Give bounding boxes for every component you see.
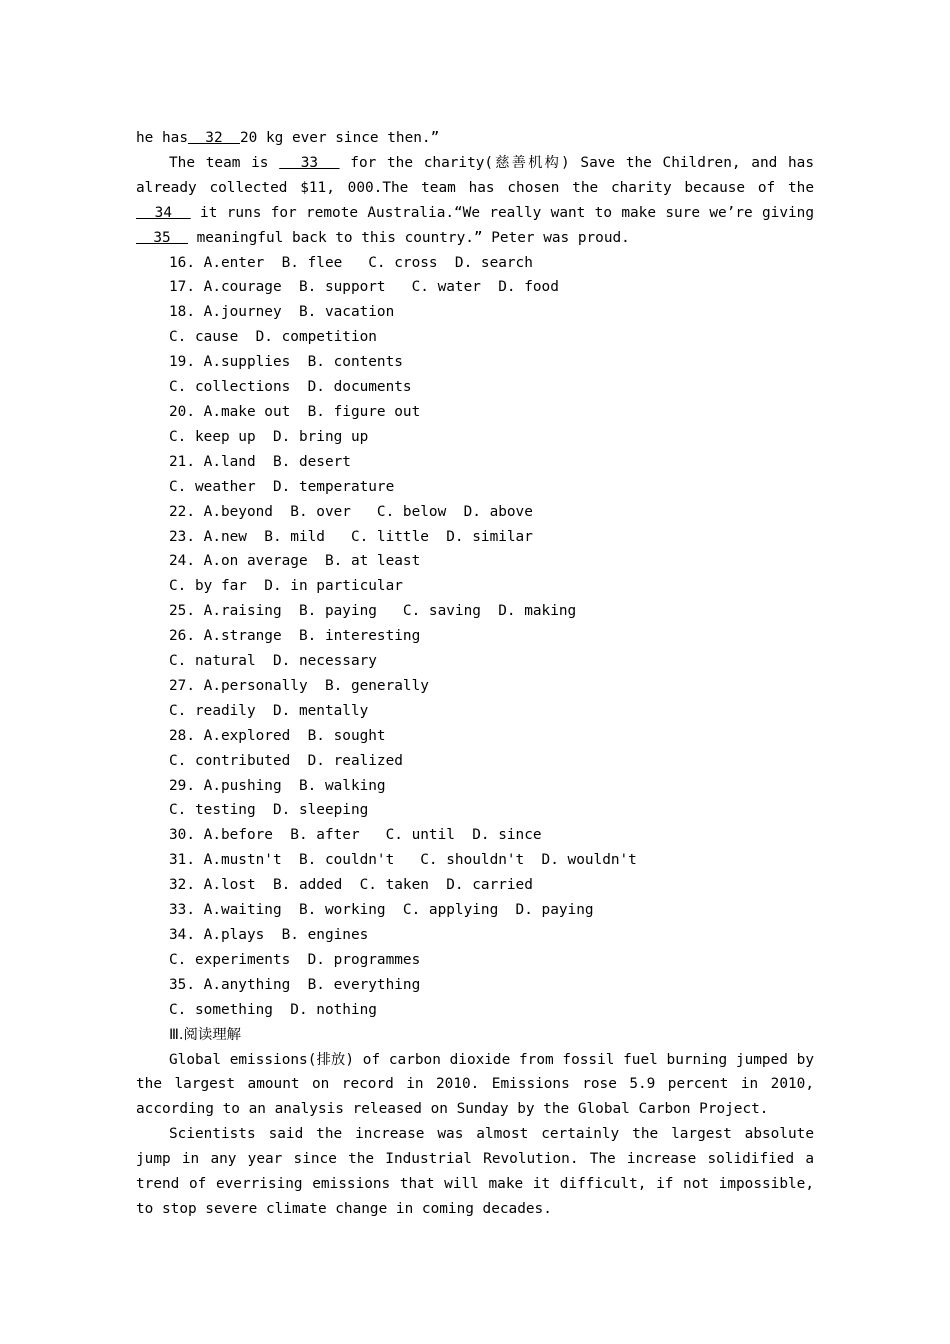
option-line: 29. A.pushing B. walking: [169, 777, 386, 794]
blank-34: 34: [136, 204, 191, 221]
option-line: 34. A.plays B. engines: [169, 927, 369, 943]
option-line: 19. A.supplies B. contents: [169, 354, 403, 371]
options-list: [136, 251, 814, 1023]
option-line: 20. A.make out B. figure out: [169, 403, 421, 420]
option-line: 18. A.journey B. vacation: [169, 304, 395, 321]
option-line: C. weather D. temperature: [169, 478, 395, 495]
option-line: 30. A.before B. after C. until D. since: [169, 827, 542, 844]
option-line: 35. A.anything B. everything: [169, 976, 421, 993]
option-line: 31. A.mustn't B. couldn't C. shouldn't D. wouldn't: [169, 852, 637, 869]
option-line: C. contributed D. realized: [169, 752, 403, 769]
option-line: C. collections D. documents: [169, 379, 412, 396]
option-line: 28. A.explored B. sought: [169, 727, 386, 744]
option-line: 24. A.on average B. at least: [169, 553, 421, 570]
blank-35: 35: [136, 229, 188, 246]
option-line: 23. A.new B. mild C. little D. similar: [169, 528, 533, 545]
section-heading: Ⅲ.阅读理解: [169, 1026, 242, 1043]
reading-paragraph-1: Global emissions(排放) of carbon dioxide from fossil fuel burning jumped by the largest amount on record in 2010. Emissions rose 5.9 percent in 2010, according to an analysis released on Sunday by the Global Carbon Project.: [136, 1051, 814, 1118]
option-line: 16. A.enter B. flee C. cross D. search: [169, 254, 533, 271]
reading-paragraph-2: Scientists said the increase was almost certainly the largest absolute jump in any year since the Industrial Revolution. The increase solidified a trend of everrising emissions that will make it difficult, if not impossible, to stop severe climate change in coming decades.: [136, 1126, 814, 1217]
option-line: 21. A.land B. desert: [169, 453, 351, 470]
option-line: 32. A.lost B. added C. taken D. carried: [169, 877, 533, 894]
blank-33: 33: [279, 154, 340, 171]
passage-paragraph-2: The team is 33 for the charity(慈善机构) Save the Children, and has already collected $11, 000.The team has chosen the charity because of the 34 it runs for remote Australia.“We really want to make sure we’re giving 35 meaningful back to this country.” Peter was proud.: [136, 154, 815, 246]
option-line: C. something D. nothing: [169, 1001, 377, 1018]
document-page: [136, 126, 814, 1222]
option-line: 26. A.strange B. interesting: [169, 628, 421, 645]
option-line: 33. A.waiting B. working C. applying D. paying: [169, 902, 594, 919]
option-line: C. by far D. in particular: [169, 578, 403, 595]
option-line: 25. A.raising B. paying C. saving D. making: [169, 603, 577, 620]
option-line: C. readily D. mentally: [169, 702, 369, 719]
option-line: C. cause D. competition: [169, 329, 377, 346]
blank-32: 32: [187, 130, 240, 146]
passage-paragraph-1: he has 32 20 kg ever since then.”: [136, 130, 440, 146]
option-line: C. testing D. sleeping: [169, 802, 369, 819]
option-line: C. natural D. necessary: [169, 653, 377, 670]
option-line: 22. A.beyond B. over C. below D. above: [169, 503, 533, 520]
option-line: 17. A.courage B. support C. water D. food: [169, 279, 559, 296]
option-line: C. keep up D. bring up: [169, 428, 369, 445]
option-line: 27. A.personally B. generally: [169, 677, 429, 694]
option-line: C. experiments D. programmes: [169, 951, 421, 968]
